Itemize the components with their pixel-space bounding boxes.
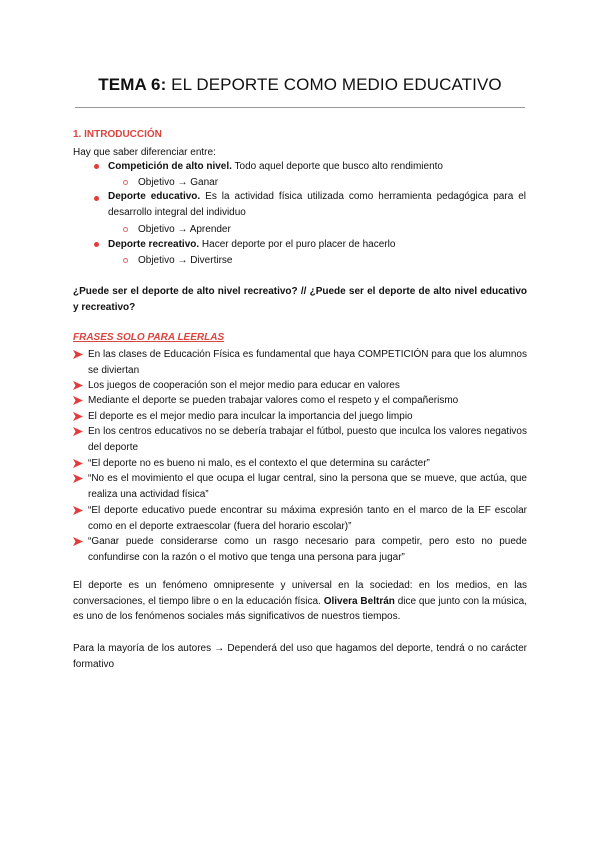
paragraph-text: El deporte es un fenómeno omnipresente y universal en la sociedad: en los medios, en las conversaciones, el tiempo libre o en la educación física. xyxy=(73,580,527,607)
paragraph-deporte xyxy=(73,578,527,625)
sub-list-item: Objetivo → Divertirse xyxy=(138,255,233,266)
page-title xyxy=(0,75,600,95)
arrow-bullet-icon xyxy=(73,506,83,516)
arrow-bullet-icon xyxy=(73,427,83,437)
list-item xyxy=(108,160,443,173)
frase-item: “No es el movimiento el que ocupa el lugar central, sino la persona que se mueve, que actúa, que realiza una actividad física” xyxy=(88,473,527,500)
bullet-icon xyxy=(94,164,99,169)
arrow-bullet-icon xyxy=(73,381,83,391)
sub-list-item: Objetivo → Aprender xyxy=(138,224,231,235)
arrow-bullet-icon xyxy=(73,412,83,422)
sub-bullet-icon xyxy=(123,180,128,185)
list-item-term: Deporte educativo. xyxy=(108,191,201,202)
frase-item: “Ganar puede considerarse como un rasgo necesario para competir, pero esto no puede confundirse con la razón o el motivo que tenga una persona para jugar” xyxy=(88,536,527,563)
frase-item: “El deporte no es bueno ni malo, es el contexto el que determina su carácter” xyxy=(88,458,430,469)
frase-item: El deporte es el mejor medio para inculcar la importancia del juego limpio xyxy=(88,411,413,422)
frases-heading xyxy=(73,331,224,344)
arrow-bullet-icon xyxy=(73,350,83,360)
arrow-bullet-icon xyxy=(73,396,83,406)
frase-item: En las clases de Educación Física es fundamental que haya COMPETICIÓN para que los alumnos se diviertan xyxy=(88,349,527,376)
list-item-text: Hacer deporte por el puro placer de hacerlo xyxy=(199,239,396,250)
sub-bullet-icon xyxy=(123,258,128,263)
list-item-text: Es la actividad física utilizada como herramienta pedagógica para el desarrollo integral del individuo xyxy=(108,191,526,218)
frase-item: “El deporte educativo puede encontrar su máxima expresión tanto en el marco de la EF escolar como en el deporte extraescolar (fuera del horario escolar)” xyxy=(88,505,527,532)
paragraph-text: dice que junto con la música, es uno de los fenómenos sociales más significativos de nuestros tiempos. xyxy=(73,595,527,622)
arrow-bullet-icon xyxy=(73,474,83,484)
list-item-text: Todo aquel deporte que busco alto rendimiento xyxy=(231,161,443,172)
title-divider xyxy=(75,107,525,108)
list-item-term: Deporte recreativo. xyxy=(108,239,200,250)
section-intro-text: Hay que saber diferenciar entre: xyxy=(73,147,216,158)
title-number: TEMA 6: xyxy=(98,75,167,94)
frase-item: Mediante el deporte se pueden trabajar valores como el respeto y el compañerismo xyxy=(88,395,459,406)
sub-list-item: Objetivo → Ganar xyxy=(138,177,219,188)
list-item xyxy=(108,189,526,220)
section-heading-introduccion: 1. INTRODUCCIÓN xyxy=(73,129,162,140)
list-item xyxy=(108,238,395,251)
arrow-bullet-icon xyxy=(73,459,83,469)
frases-heading-text: FRASES SOLO PARA LEERLAS xyxy=(73,332,225,343)
paragraph-autores: Para la mayoría de los autores → Dependerá del uso que hagamos del deporte, tendrá o no carácter formativo xyxy=(73,643,527,670)
frase-item: En los centros educativos no se debería trabajar el fútbol, puesto que inculca los valores negativos del deporte xyxy=(88,426,527,453)
sub-bullet-icon xyxy=(123,227,128,232)
frase-item: Los juegos de cooperación son el mejor medio para educar en valores xyxy=(88,380,400,391)
bullet-icon xyxy=(94,242,99,247)
arrow-bullet-icon xyxy=(73,537,83,547)
list-item-term: Competición de alto nivel. xyxy=(108,161,232,172)
question-text: ¿Puede ser el deporte de alto nivel recreativo? // ¿Puede ser el deporte de alto nivel educativo y recreativo? xyxy=(73,286,527,313)
title-text: EL DEPORTE COMO MEDIO EDUCATIVO xyxy=(166,75,502,94)
bullet-icon xyxy=(94,196,99,201)
author-name: Olivera Beltrán xyxy=(323,595,395,607)
